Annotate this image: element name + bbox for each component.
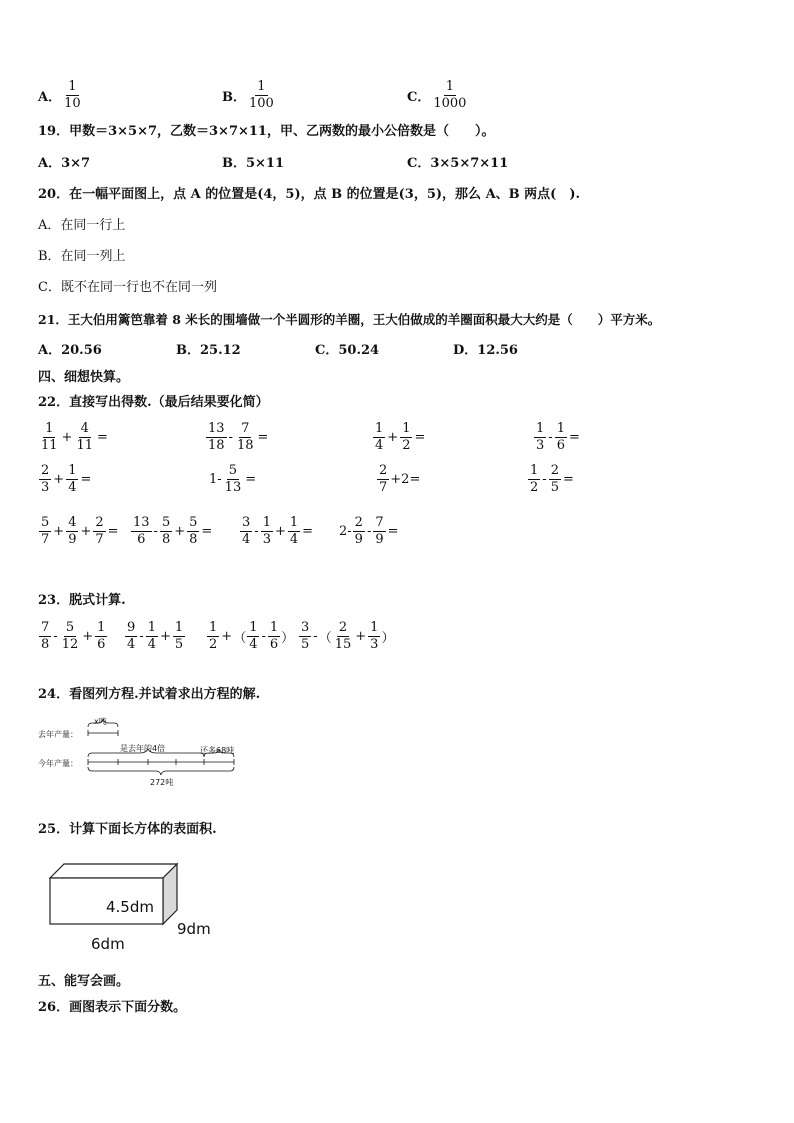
fraction: $\frac{1}{6}$ xyxy=(556,421,565,453)
q20-option-b[interactable]: B．在同一列上 xyxy=(38,249,126,264)
q20-option-a[interactable]: A．在同一行上 xyxy=(38,218,126,233)
q22-expr-2: $\frac{13}{18}$ - $\frac{7}{18}$ = xyxy=(208,421,269,453)
width-label: 9dm xyxy=(177,920,211,938)
fraction: $\frac{7}{8}$ xyxy=(41,620,50,652)
question-19: 19．甲数＝3×5×7，乙数＝3×7×11，甲、乙两数的最小公倍数是（ ）。 xyxy=(38,124,495,139)
more-label: 还多68吨 xyxy=(200,746,235,755)
question-22: 22．直接写出得数.（最后结果要化简） xyxy=(38,395,269,410)
q22-expr-3: $\frac{1}{4}$ + $\frac{1}{2}$ = xyxy=(375,421,426,453)
q23-expr-3: $\frac{1}{2}$ + （ $\frac{1}{4}$ - $\frac{1}{6}$ ） xyxy=(209,620,295,652)
fraction: $\frac{2}{9}$ xyxy=(354,515,363,547)
times-label: 是去年的4倍 xyxy=(120,744,166,753)
q22-expr-6: 1- $\frac{5}{13}$ = xyxy=(209,463,257,495)
fraction: $\frac{1}{4}$ xyxy=(68,463,77,495)
fraction: $\frac{1}{2}$ xyxy=(402,421,411,453)
fraction: $\frac{13}{18}$ xyxy=(208,421,225,453)
fraction: $\frac{2}{7}$ xyxy=(379,463,388,495)
q22-expr-10: $\frac{13}{6}$ - $\frac{5}{8}$ + $\frac{5}{8}$ = xyxy=(133,515,213,547)
segment-diagram xyxy=(38,712,248,792)
fraction: $\frac{1}{4}$ xyxy=(289,515,299,547)
fraction: $\frac{5}{8}$ xyxy=(161,515,171,547)
fraction: $\frac{13}{6}$ xyxy=(133,515,150,547)
fraction: $\frac{1}{10}$ xyxy=(64,79,81,111)
total-label: 272吨 xyxy=(150,778,174,787)
q21-option-c[interactable]: C．50.24 xyxy=(315,343,380,358)
fraction: $\frac{7}{9}$ xyxy=(375,515,384,547)
fraction: $\frac{9}{4}$ xyxy=(127,620,136,652)
section-5-heading: 五、能写会画。 xyxy=(38,974,130,989)
fraction: $\frac{4}{9}$ xyxy=(68,515,77,547)
q22-expr-4: $\frac{1}{3}$ - $\frac{1}{6}$ = xyxy=(536,421,580,453)
q23-expr-4: $\frac{3}{5}$ - （ $\frac{2}{15}$ + $\frac{1}{3}$ ） xyxy=(301,620,395,652)
q19-option-a[interactable]: A．3×7 xyxy=(38,156,91,171)
fraction: $\frac{1}{4}$ xyxy=(249,620,258,652)
q22-expr-11: $\frac{3}{4}$ - $\frac{1}{3}$ + $\frac{1}{4}$ = xyxy=(242,515,314,547)
x-ton-label: x吨 xyxy=(94,717,107,726)
q19-option-b[interactable]: B．5×11 xyxy=(222,156,285,171)
q22-expr-9: $\frac{5}{7}$ + $\frac{4}{9}$ + $\frac{2}{7}$ = xyxy=(41,515,119,547)
q22-expr-1: $\frac{1}{11}$ + $\frac{4}{11}$ = xyxy=(41,421,108,453)
height-label: 4.5dm xyxy=(106,898,154,916)
question-20: 20．在一幅平面图上，点 A 的位置是(4，5)，点 B 的位置是(3，5)，那么 A、B 两点( ). xyxy=(38,187,581,202)
fraction: $\frac{1}{100}$ xyxy=(249,79,274,111)
fraction: $\frac{1}{2}$ xyxy=(530,463,539,495)
q20-option-c[interactable]: C．既不在同一行也不在同一列 xyxy=(38,280,217,295)
fraction: $\frac{3}{5}$ xyxy=(301,620,310,652)
fraction: $\frac{2}{3}$ xyxy=(41,463,50,495)
fraction: $\frac{7}{18}$ xyxy=(236,421,254,453)
q22-expr-5: $\frac{2}{3}$ + $\frac{1}{4}$ = xyxy=(41,463,92,495)
fraction: $\frac{5}{8}$ xyxy=(189,515,198,547)
fraction: $\frac{1}{6}$ xyxy=(269,620,279,652)
fraction: $\frac{1}{2}$ xyxy=(209,620,218,652)
fraction: $\frac{3}{4}$ xyxy=(242,515,251,547)
question-21: 21．王大伯用篱笆靠着 8 米长的围墙做一个半圆形的羊圈，王大伯做成的羊圈面积最大大约是（ ）平方米。 xyxy=(38,312,661,327)
question-25: 25．计算下面长方体的表面积. xyxy=(38,822,217,837)
q22-expr-7: $\frac{2}{7}$ +2= xyxy=(379,463,421,495)
fraction: $\frac{5}{7}$ xyxy=(41,515,50,547)
fraction: $\frac{2}{5}$ xyxy=(550,463,559,495)
fraction: $\frac{1}{3}$ xyxy=(262,515,271,547)
fraction: $\frac{1}{11}$ xyxy=(41,421,58,453)
question-23: 23．脱式计算. xyxy=(38,593,126,608)
fraction: $\frac{1}{3}$ xyxy=(536,421,545,453)
q23-expr-2: $\frac{9}{4}$ - $\frac{1}{4}$ + $\frac{1}{5}$ xyxy=(127,620,184,652)
q22-expr-12: 2- $\frac{2}{9}$ - $\frac{7}{9}$ = xyxy=(339,515,399,547)
question-24: 24．看图列方程.并试着求出方程的解. xyxy=(38,687,261,702)
fraction: $\frac{1}{4}$ xyxy=(375,421,384,453)
q18-option-b[interactable]: B． $\frac{1}{100}$ xyxy=(222,79,274,111)
fraction: $\frac{2}{15}$ xyxy=(334,620,352,652)
fraction: $\frac{4}{11}$ xyxy=(76,421,93,453)
fraction: $\frac{1}{1000}$ xyxy=(433,79,467,111)
fraction: $\frac{1}{6}$ xyxy=(97,620,106,652)
fraction: $\frac{2}{7}$ xyxy=(95,515,104,547)
length-label: 6dm xyxy=(91,935,125,953)
q19-option-c[interactable]: C．3×5×7×11 xyxy=(407,156,509,171)
q21-option-a[interactable]: A．20.56 xyxy=(38,343,102,358)
fraction: $\frac{5}{13}$ xyxy=(224,463,242,495)
q21-option-d[interactable]: D．12.56 xyxy=(453,343,518,358)
fraction: $\frac{1}{5}$ xyxy=(174,620,184,652)
q23-expr-1: $\frac{7}{8}$ - $\frac{5}{12}$ + $\frac{1}{6}$ xyxy=(41,620,106,652)
fraction: $\frac{1}{3}$ xyxy=(370,620,379,652)
diagram-lines xyxy=(38,712,248,792)
question-26: 26．画图表示下面分数。 xyxy=(38,1000,187,1015)
q21-option-b[interactable]: B．25.12 xyxy=(176,343,241,358)
q18-option-c[interactable]: C． $\frac{1}{1000}$ xyxy=(407,79,467,111)
q18-option-a[interactable]: A． $\frac{1}{10}$ xyxy=(38,79,81,111)
this-year-label: 今年产量： xyxy=(38,759,78,768)
section-4-heading: 四、细想快算。 xyxy=(38,370,130,385)
q22-expr-8: $\frac{1}{2}$ - $\frac{2}{5}$ = xyxy=(530,463,574,495)
fraction: $\frac{5}{12}$ xyxy=(61,620,79,652)
last-year-label: 去年产量： xyxy=(38,730,78,739)
fraction: $\frac{1}{4}$ xyxy=(147,620,156,652)
